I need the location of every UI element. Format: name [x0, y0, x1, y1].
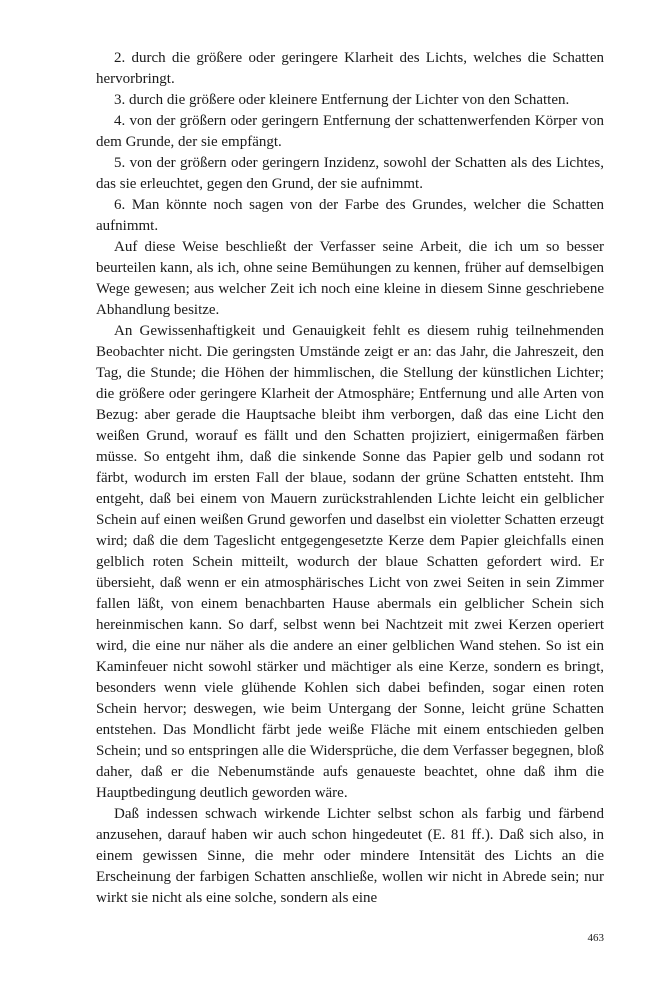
- paragraph-item-2: 2. durch die größere oder geringere Klarheit des Lichts, welches die Schatten hervorbringt.: [96, 50, 604, 87]
- paragraph-intensity: Daß indessen schwach wirkende Lichter selbst schon als farbig und färbend anzusehen, darauf haben wir auch schon hingedeutet (E. 81 ff.). Daß sich also, in einem gewissen Sinne, die mehr oder mindere Intensität des Lichts an die Erscheinung der farbigen Schatten anschließe, wollen wir nicht in Abrede sein; nur wirkt sie nicht als eine solche, sondern als eine: [96, 806, 604, 906]
- page-body: [96, 48, 604, 909]
- paragraph-conclusion: Auf diese Weise beschließt der Verfasser seine Arbeit, die ich um so besser beurteilen kann, als ich, ohne seine Bemühungen zu kennen, früher auf demselbigen Wege gewesen; aus welcher Zeit ich noch eine kleine in diesem Sinne geschriebene Abhandlung besitze.: [96, 239, 604, 318]
- paragraph-critique: An Gewissenhaftigkeit und Genauigkeit fehlt es diesem ruhig teilnehmenden Beobachter nicht. Die geringsten Umstände zeigt er an: das Jahr, die Jahreszeit, den Tag, die Stunde; die Höhen der himmlischen, die Stellung der künstlichen Lichter; die größere oder geringere Klarheit der Atmosphäre; Entfernung und alle Arten von Bezug: aber gerade die Hauptsache bleibt ihm verborgen, daß das eine Licht den weißen Grund, worauf es fällt und den Schatten projiziert, einigermaßen färben müsse. So entgeht ihm, daß die sinkende Sonne das Papier gelb und sodann rot färbt, wodurch im ersten Fall der blaue, sodann der grüne Schatten entsteht. Ihm entgeht, daß bei einem von Mauern zurückstrahlenden Lichte leicht ein gelblicher Schein auf einen weißen Grund geworfen und daselbst ein violetter Schatten erzeugt wird; daß die dem Tageslicht entgegengesetzte Kerze dem Papier gleichfalls einen gelblich roten Schein mitteilt, wodurch der blaue Schatten gefordert wird. Er übersieht, daß wenn er ein atmosphärisches Licht von zwei Seiten in sein Zimmer fallen läßt, von einem benachbarten Hause abermals ein gelblicher Schein sich hereinmischen kann. So darf, selbst wenn bei Nachtzeit mit zwei Kerzen operiert wird, die eine nur näher als die andere an einer gelblichen Wand stehen. So ist ein Kaminfeuer nicht sowohl stärker und mächtiger als eine Kerze, sondern es bringt, besonders wenn viele glühende Kohlen sich dabei befinden, sogar einen roten Schein hervor; deswegen, wie beim Untergang der Sonne, leicht grüne Schatten entstehen. Das Mondlicht färbt jede weiße Fläche mit einem entschieden gelben Schein; und so entspringen alle die Widersprüche, die dem Verfasser begegnen, bloß daher, daß er die Nebenumstände aufs genaueste beachtet, ohne daß ihm die Hauptbedingung deutlich geworden wäre.: [96, 323, 604, 801]
- paragraph-item-3: 3. durch die größere oder kleinere Entfernung der Lichter von den Schatten.: [114, 92, 570, 108]
- paragraph-item-5: 5. von der größern oder geringern Inzidenz, sowohl der Schatten als des Lichtes, das sie erleuchtet, gegen den Grund, der sie aufnimmt.: [96, 155, 604, 192]
- paragraph-item-4: 4. von der größern oder geringern Entfernung der schattenwerfenden Körper von dem Grunde, der sie empfängt.: [96, 113, 604, 150]
- page-number: 463: [587, 932, 604, 944]
- paragraph-item-6: 6. Man könnte noch sagen von der Farbe des Grundes, welcher die Schatten aufnimmt.: [96, 197, 604, 234]
